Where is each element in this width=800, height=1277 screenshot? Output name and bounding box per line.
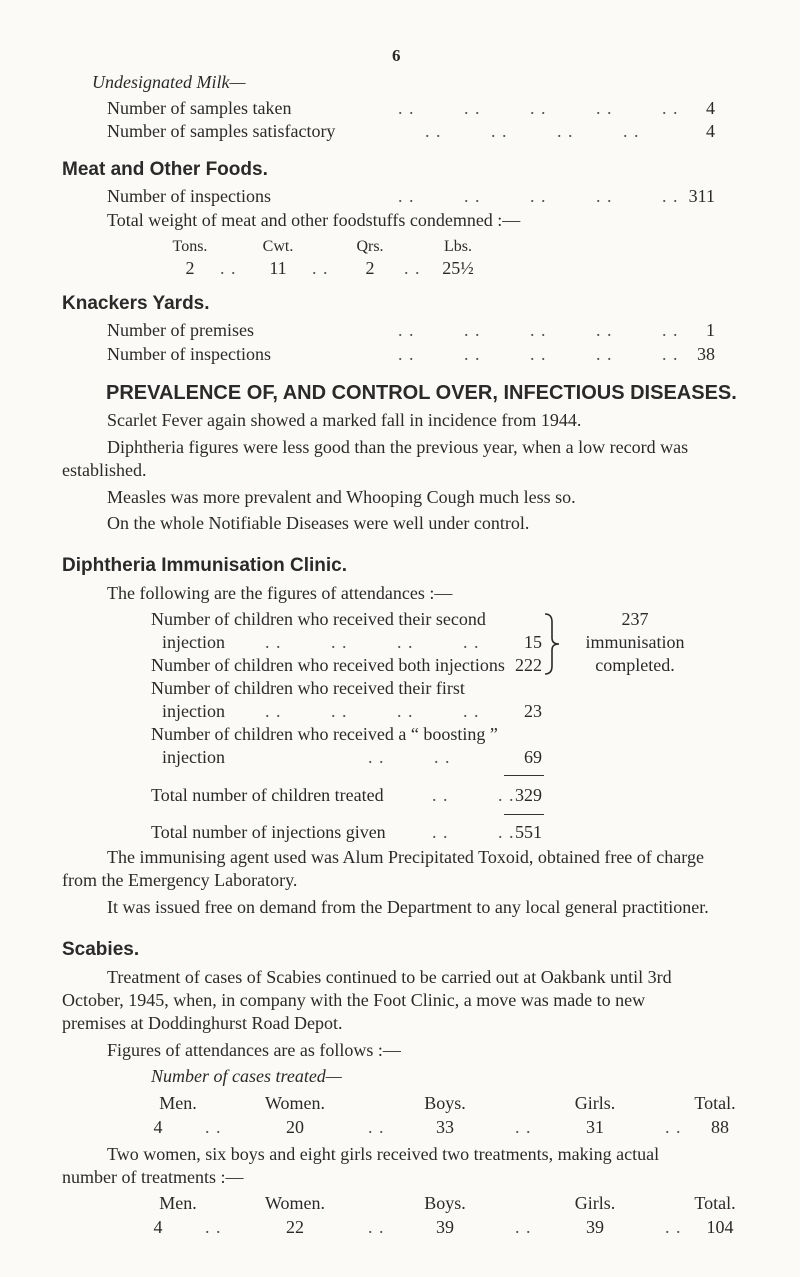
page-number: 6 bbox=[392, 46, 401, 65]
milk-samples-satisfactory-label: Number of samples satisfactory bbox=[107, 121, 336, 141]
diphtheria-first-injection-value: 23 bbox=[524, 701, 542, 721]
treatments-col-boys: Boys. bbox=[424, 1193, 466, 1213]
undesignated-milk-heading: Undesignated Milk— bbox=[92, 72, 246, 92]
treatments-men-value: 4 bbox=[153, 1217, 163, 1237]
knackers-heading: Knackers Yards. bbox=[62, 293, 210, 314]
diphtheria-first-injection-label-1: Number of children who received their first bbox=[151, 678, 465, 698]
scabies-col-girls: Girls. bbox=[574, 1093, 616, 1113]
cases-total-value: 88 bbox=[711, 1117, 729, 1137]
diphtheria-both-injections-value: 222 bbox=[515, 655, 542, 675]
meat-col-tons: Tons. bbox=[172, 238, 208, 255]
scabies-treatment-line2: October, 1945, when, in company with the Foot Clinic, a move was made to new bbox=[62, 990, 646, 1010]
meat-inspections-value: 311 bbox=[688, 186, 715, 206]
treatments-col-women: Women. bbox=[264, 1193, 326, 1213]
scabies-col-men: Men. bbox=[159, 1093, 197, 1113]
total-injections-value: 551 bbox=[515, 822, 542, 842]
scabies-treatment-line1: Treatment of cases of Scabies continued to be carried out at Oakbank until 3rd bbox=[107, 967, 672, 987]
immunisation-completed-label-2: completed. bbox=[595, 655, 675, 675]
treatments-total-value: 104 bbox=[706, 1217, 734, 1237]
treatments-col-girls: Girls. bbox=[574, 1193, 616, 1213]
prevalence-notifiable: On the whole Notifiable Diseases were well under control. bbox=[107, 513, 530, 533]
treatments-boys-value: 39 bbox=[436, 1217, 454, 1237]
diphtheria-intro: The following are the figures of attendances :— bbox=[107, 583, 453, 603]
meat-col-qrs: Qrs. bbox=[356, 238, 384, 255]
scabies-heading: Scabies. bbox=[62, 939, 140, 960]
meat-col-lbs: Lbs. bbox=[444, 238, 472, 255]
scabies-cases-heading: Number of cases treated— bbox=[151, 1066, 342, 1086]
scabies-two-treatments-line1: Two women, six boys and eight girls received two treatments, making actual bbox=[107, 1144, 660, 1164]
scabies-col-total: Total. bbox=[694, 1093, 736, 1113]
meat-cwt-value: 11 bbox=[269, 258, 287, 278]
prevalence-heading: PREVALENCE OF, AND CONTROL OVER, INFECTIOUS DISEASES. bbox=[106, 382, 737, 404]
cases-men-value: 4 bbox=[153, 1117, 163, 1137]
total-rule-top bbox=[504, 775, 544, 776]
meat-col-cwt: Cwt. bbox=[262, 238, 294, 255]
immunisation-completed-label-1: immunisation bbox=[585, 632, 685, 652]
prevalence-diphtheria-line2: established. bbox=[62, 460, 147, 480]
scabies-col-women: Women. bbox=[264, 1093, 326, 1113]
diphtheria-clinic-heading: Diphtheria Immunisation Clinic. bbox=[62, 555, 348, 576]
immunisation-completed-total: 237 bbox=[621, 609, 649, 629]
knackers-premises-label: Number of premises bbox=[107, 320, 254, 340]
issued-free-text: It was issued free on demand from the Department to any local general practitioner. bbox=[107, 897, 709, 917]
prevalence-scarlet-fever: Scarlet Fever again showed a marked fall in incidence from 1944. bbox=[107, 410, 582, 430]
treatments-col-men: Men. bbox=[159, 1193, 197, 1213]
meat-lbs-value: 25½ bbox=[442, 258, 474, 278]
milk-samples-satisfactory-value: 4 bbox=[706, 121, 715, 141]
immunising-agent-line2: from the Emergency Laboratory. bbox=[62, 870, 298, 890]
knackers-inspections-value: 38 bbox=[697, 344, 715, 364]
cases-boys-value: 33 bbox=[436, 1117, 454, 1137]
meat-qrs-value: 2 bbox=[365, 258, 375, 278]
treatments-girls-value: 39 bbox=[586, 1217, 604, 1237]
treatments-women-value: 22 bbox=[286, 1217, 304, 1237]
meat-inspections-label: Number of inspections bbox=[107, 186, 271, 206]
diphtheria-both-injections-label: Number of children who received both injections bbox=[151, 655, 505, 675]
cases-girls-value: 31 bbox=[586, 1117, 604, 1137]
total-injections-label: Total number of injections given bbox=[151, 822, 386, 842]
knackers-inspections-label: Number of inspections bbox=[107, 344, 271, 364]
diphtheria-second-injection-value: 15 bbox=[524, 632, 542, 652]
scabies-attendances-intro: Figures of attendances are as follows :— bbox=[107, 1040, 401, 1060]
scabies-treatment-line3: premises at Doddinghurst Road Depot. bbox=[62, 1013, 343, 1033]
treatments-col-total: Total. bbox=[694, 1193, 736, 1213]
meat-tons-value: 2 bbox=[185, 258, 195, 278]
diphtheria-second-injection-label-1: Number of children who received their second bbox=[151, 609, 486, 629]
total-children-value: 329 bbox=[515, 785, 542, 805]
total-children-label: Total number of children treated bbox=[151, 785, 384, 805]
diphtheria-boosting-label-1: Number of children who received a “ boosting ” bbox=[151, 724, 498, 744]
meat-heading: Meat and Other Foods. bbox=[62, 159, 268, 180]
cases-women-value: 20 bbox=[286, 1117, 304, 1137]
milk-samples-taken-label: Number of samples taken bbox=[107, 98, 292, 118]
scabies-col-boys: Boys. bbox=[424, 1093, 466, 1113]
prevalence-diphtheria-line1: Diphtheria figures were less good than the previous year, when a low record was bbox=[107, 437, 689, 457]
knackers-premises-value: 1 bbox=[706, 320, 715, 340]
diphtheria-boosting-label-2: injection bbox=[162, 747, 225, 767]
scabies-two-treatments-line2: number of treatments :— bbox=[62, 1167, 244, 1187]
prevalence-measles: Measles was more prevalent and Whooping Cough much less so. bbox=[107, 487, 576, 507]
immunising-agent-line1: The immunising agent used was Alum Precipitated Toxoid, obtained free of charge bbox=[107, 847, 704, 867]
milk-samples-taken-value: 4 bbox=[706, 98, 715, 118]
meat-condemned-label: Total weight of meat and other foodstuffs condemned :— bbox=[107, 210, 521, 230]
diphtheria-second-injection-label-2: injection bbox=[162, 632, 225, 652]
total-rule-bottom bbox=[504, 814, 544, 815]
diphtheria-boosting-value: 69 bbox=[524, 747, 542, 767]
diphtheria-first-injection-label-2: injection bbox=[162, 701, 225, 721]
